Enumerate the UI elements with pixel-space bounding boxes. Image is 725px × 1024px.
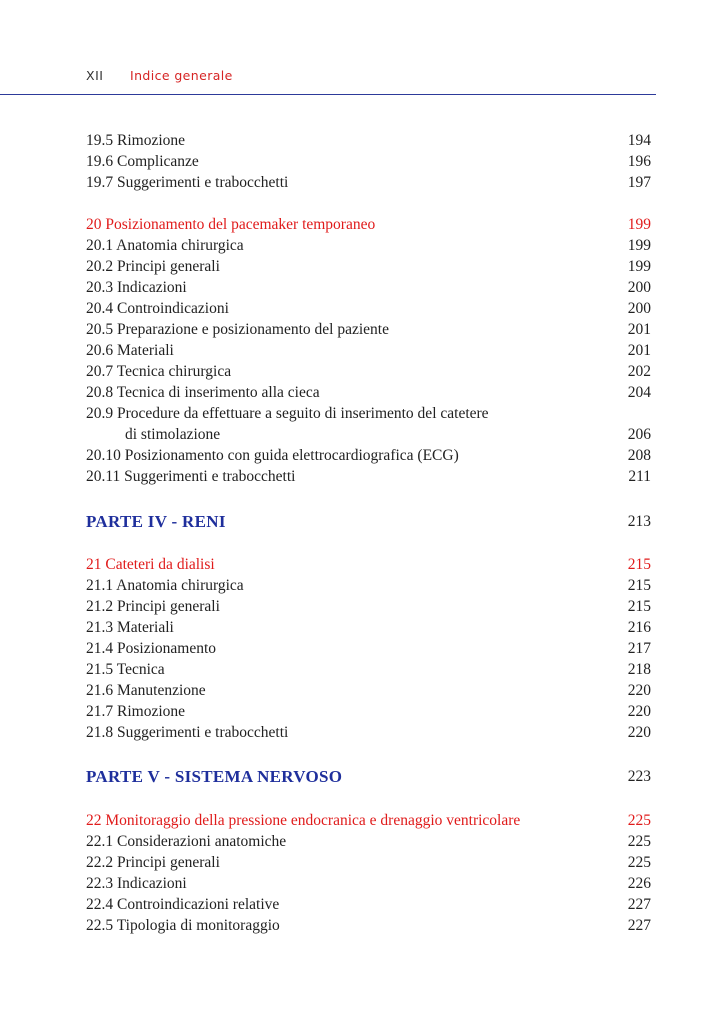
toc-entry[interactable]	[86, 298, 651, 319]
toc-entry[interactable]	[86, 596, 651, 617]
toc-entry-label: 20.7 Tecnica chirurgica	[86, 363, 232, 380]
toc-entry-label: 22.5 Tipologia di monitoraggio	[86, 917, 280, 934]
toc-entry[interactable]	[86, 319, 651, 340]
toc-entry-page: 200	[627, 300, 651, 317]
toc-entry-page: 197	[627, 174, 651, 191]
toc-entry-label: 22.1 Considerazioni anatomiche	[86, 833, 287, 850]
toc-chapter-page: 199	[627, 216, 651, 233]
toc-entry-label: 22.4 Controindicazioni relative	[86, 896, 280, 913]
toc-entry[interactable]	[86, 659, 651, 680]
toc-entry-label: 19.5 Rimozione	[86, 132, 186, 149]
toc-entry-page: 201	[627, 342, 651, 359]
toc-entry-label: 20.5 Preparazione e posizionamento del paziente	[86, 321, 389, 338]
toc-part-page: 213	[627, 513, 651, 530]
toc-chapter-label: 22 Monitoraggio della pressione endocranica e drenaggio ventricolare	[86, 812, 521, 829]
toc-entry-label: 20.8 Tecnica di inserimento alla cieca	[86, 384, 320, 401]
toc-entry[interactable]	[86, 617, 651, 638]
toc-entry-label: 21.8 Suggerimenti e trabocchetti	[86, 724, 289, 741]
toc-entry[interactable]	[86, 915, 651, 936]
toc-part-entry[interactable]	[86, 766, 651, 787]
toc-entry-page: 217	[627, 640, 651, 657]
toc-entry-page: 225	[627, 833, 651, 850]
toc-entry-label: 20.11 Suggerimenti e trabocchetti	[86, 468, 296, 485]
toc-entry-label: 20.4 Controindicazioni	[86, 300, 229, 317]
toc-entry-page: 216	[627, 619, 651, 636]
toc-entry-page: 202	[627, 363, 651, 380]
toc-entry[interactable]	[86, 172, 651, 193]
toc-entry-page: 204	[627, 384, 651, 401]
toc-entry-page: 194	[627, 132, 651, 149]
toc-entry-label: 20.6 Materiali	[86, 342, 174, 359]
toc-entry[interactable]	[86, 852, 651, 873]
toc-entry-page: 201	[627, 321, 651, 338]
toc-entry[interactable]	[86, 680, 651, 701]
toc-entry[interactable]	[86, 831, 651, 852]
toc-entry[interactable]	[86, 256, 651, 277]
toc-entry[interactable]	[86, 235, 651, 256]
toc-entry[interactable]	[86, 873, 651, 894]
toc-entry-label: 21.5 Tecnica	[86, 661, 165, 678]
page-number: XII	[86, 68, 104, 83]
toc-entry-continuation[interactable]	[86, 424, 651, 445]
toc-entry-page: 199	[627, 237, 651, 254]
toc-entry-page: 225	[627, 854, 651, 871]
toc-entry-page: 227	[627, 896, 651, 913]
toc-entry[interactable]	[86, 130, 651, 151]
toc-entry-label: 20.10 Posizionamento con guida elettrocardiografica (ECG)	[86, 447, 459, 464]
toc-entry-label: 21.7 Rimozione	[86, 703, 186, 720]
toc-entry[interactable]	[86, 277, 651, 298]
toc-entry-page: 218	[627, 661, 651, 678]
toc-entry-label: 21.1 Anatomia chirurgica	[86, 577, 244, 594]
toc-part-label: PARTE V - SISTEMA NERVOSO	[86, 767, 343, 786]
toc-entry-label: 21.3 Materiali	[86, 619, 174, 636]
toc-entry[interactable]	[86, 151, 651, 172]
toc-entry[interactable]	[86, 403, 651, 424]
toc-entry-page: 215	[627, 577, 651, 594]
toc-chapter-page: 215	[627, 556, 651, 573]
toc-entry[interactable]	[86, 361, 651, 382]
toc-entry-page: 199	[627, 258, 651, 275]
toc-chapter-page: 225	[627, 812, 651, 829]
toc-entry-page: 215	[627, 598, 651, 615]
toc-entry[interactable]	[86, 466, 651, 487]
toc-entry[interactable]	[86, 382, 651, 403]
toc-entry-page: 220	[627, 682, 651, 699]
toc-chapter-entry[interactable]	[86, 214, 651, 235]
toc-part-page: 223	[627, 768, 651, 785]
toc-entry-label: 19.6 Complicanze	[86, 153, 199, 170]
toc-entry-label: 21.6 Manutenzione	[86, 682, 206, 699]
toc-entry-label: 19.7 Suggerimenti e trabocchetti	[86, 174, 289, 191]
toc-entry-label: 21.2 Principi generali	[86, 598, 220, 615]
toc-entry-page: 200	[627, 279, 651, 296]
toc-entry[interactable]	[86, 638, 651, 659]
toc-chapter-label: 21 Cateteri da dialisi	[86, 556, 215, 573]
toc-entry-label: di stimolazione	[125, 426, 221, 443]
toc-entry-label: 22.2 Principi generali	[86, 854, 220, 871]
toc-entry-page: 208	[627, 447, 651, 464]
toc-entry[interactable]	[86, 701, 651, 722]
toc-chapter-label: 20 Posizionamento del pacemaker temporaneo	[86, 216, 376, 233]
toc-chapter-entry[interactable]	[86, 554, 651, 575]
toc-entry-page: 206	[627, 426, 651, 443]
running-header	[0, 60, 656, 95]
toc-entry-label: 20.9 Procedure da effettuare a seguito di inserimento del catetere	[86, 405, 489, 422]
toc-entry-page: 220	[627, 724, 651, 741]
toc-entry[interactable]	[86, 445, 651, 466]
toc-entry[interactable]	[86, 894, 651, 915]
toc-entry[interactable]	[86, 575, 651, 596]
toc-chapter-entry[interactable]	[86, 810, 651, 831]
toc-entry-label: 20.3 Indicazioni	[86, 279, 187, 296]
toc-entry-page: 227	[627, 917, 651, 934]
toc-entry-label: 22.3 Indicazioni	[86, 875, 187, 892]
toc-part-entry[interactable]	[86, 511, 651, 532]
toc-entry[interactable]	[86, 722, 651, 743]
toc-entry-label: 21.4 Posizionamento	[86, 640, 217, 657]
toc-entry-page: 196	[627, 153, 651, 170]
toc-entry-label: 20.2 Principi generali	[86, 258, 220, 275]
toc-entry-page: 226	[627, 875, 651, 892]
toc-entry-label: 20.1 Anatomia chirurgica	[86, 237, 244, 254]
toc-entry-page: 211	[628, 468, 651, 485]
toc-entry[interactable]	[86, 340, 651, 361]
toc-part-label: PARTE IV - RENI	[86, 512, 226, 531]
toc-entry-page: 220	[627, 703, 651, 720]
running-title: Indice generale	[130, 68, 233, 83]
